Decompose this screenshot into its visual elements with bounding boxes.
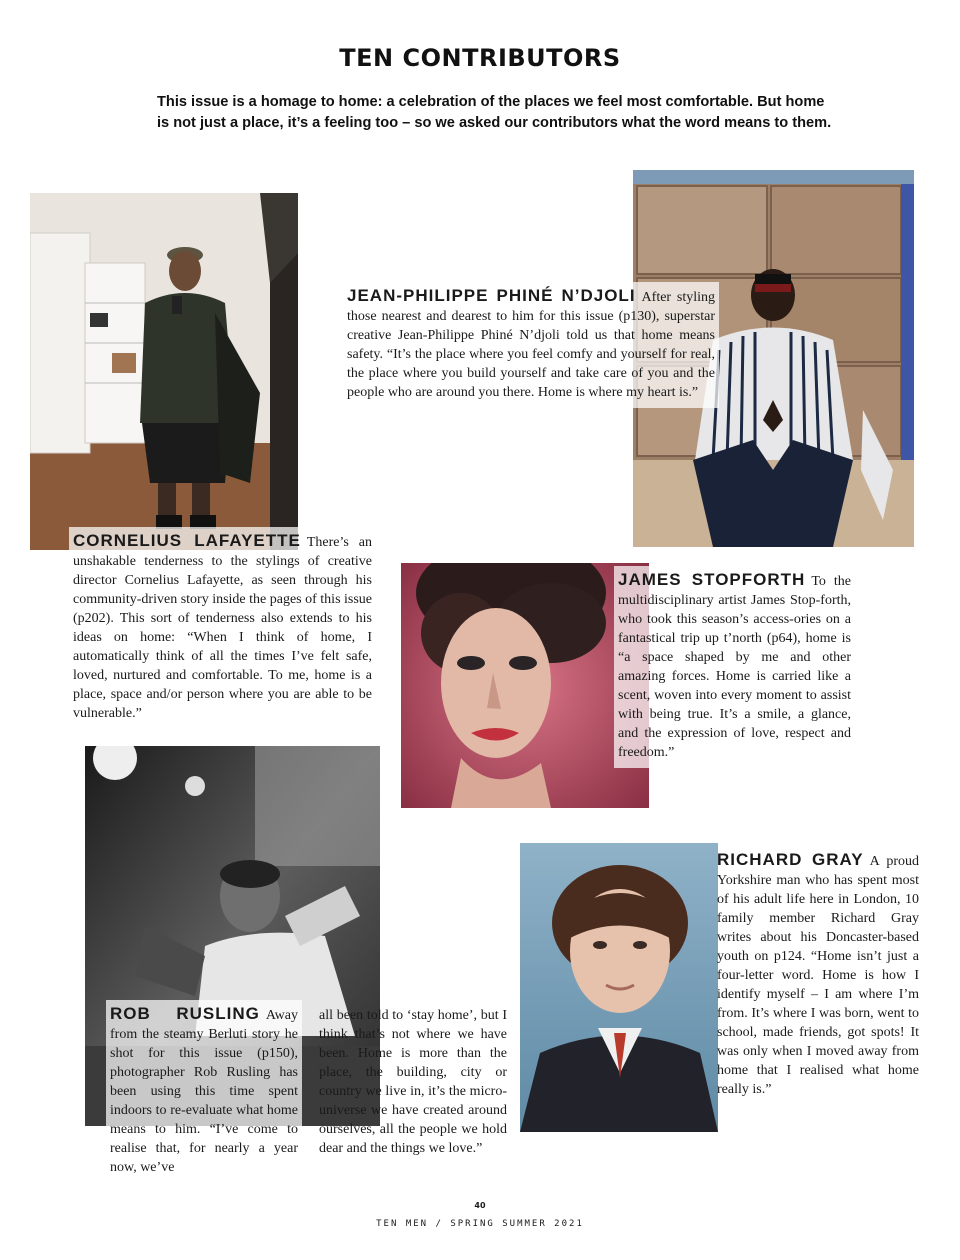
contributor-body: Away from the steamy Berluti story he shot for this issue (p150), photographer Rob Rusling has been using this time spent indoors to re-evaluate what home means to him. “I’ve come to realise that, for nearly a year now, we’ve bbox=[110, 1008, 298, 1175]
contributor-body: A proud Yorkshire man who has spent most of his adult life here in London, 10 family member Richard Gray writes about his Doncaster-based youth on p124. “Home isn’t just a four-letter word. Home is how I identify myself – I am where I’m from. It’s where I was born, went to school, made friends, got spots! It was only when I moved away from home that I realised what home really is.” bbox=[717, 854, 919, 1097]
contributor-richard-gray bbox=[717, 850, 919, 1099]
contributor-name: CORNELIUS LAFAYETTE bbox=[73, 531, 301, 550]
contributor-jean-philippe bbox=[343, 282, 719, 408]
contributor-body: To the multidisciplinary artist James Stop-forth, who took this season’s access-ories on a fantastical trip up t’north (p64), home is “a space shaped by me and other amazing forces. Home is carried like a scent, woven into every moment to assist with being true. It’s a smile, a glance, and the expression of love, respect and freedom.” bbox=[618, 574, 851, 760]
contributor-name: ROB RUSLING bbox=[110, 1004, 260, 1023]
magazine-footer: TEN MEN / SPRING SUMMER 2021 bbox=[376, 1219, 584, 1229]
contributor-body: all been told to ‘stay home’, but I think that’s not where we have been. Home is more than the place, the building, city or country we live in, it’s the micro-universe we have created around ourselves, all the people we hold dear and the things we love.” bbox=[319, 1008, 507, 1156]
contributor-cornelius-lafayette bbox=[69, 527, 376, 729]
contributor-rob-rusling-col1 bbox=[106, 1000, 302, 1183]
cornelius-photo-illustration bbox=[30, 193, 298, 550]
richard-photo-illustration bbox=[520, 843, 718, 1132]
contributor-james-stopforth bbox=[614, 566, 855, 768]
contributor-name: JAMES STOPFORTH bbox=[618, 570, 806, 589]
page-number: 40 bbox=[474, 1201, 486, 1210]
contributor-body: After styling those nearest and dearest to him for this issue (p130), superstar creative Jean-Philippe Phiné N’djoli told us that home means safety. “It’s the place where you feel comfy and yourself for real, the place where you build yourself and take care of you and the people who are around you there. Home is where my heart is.” bbox=[347, 290, 716, 400]
contributor-name: RICHARD GRAY bbox=[717, 850, 864, 869]
contributor-body: There’s an unshakable tenderness to the stylings of creative director Cornelius Lafayette, as seen through his community-driven story inside the pages of this issue (p202). This sort of tenderness also extends to his ideas on home: “When I think of home, I automatically think of all the times I’ve felt safe, loved, nurtured and comfortable. To me, home is a place, space and/or person where you are able to be vulnerable.” bbox=[73, 535, 373, 721]
contributor-rob-rusling-col2 bbox=[319, 1006, 507, 1158]
photo-james-stopforth bbox=[401, 563, 649, 808]
james-photo-illustration bbox=[401, 563, 649, 808]
page-title: TEN CONTRIBUTORS bbox=[339, 44, 621, 72]
intro-text: This issue is a homage to home: a celebration of the places we feel most comfortable. But home is not just a place, it’s a feeling too – so we asked our contributors what the word means to them. bbox=[157, 94, 832, 131]
photo-richard-gray bbox=[520, 843, 718, 1132]
contributor-name: JEAN-PHILIPPE PHINÉ N’DJOLI bbox=[347, 286, 636, 305]
photo-cornelius-lafayette bbox=[30, 193, 298, 550]
